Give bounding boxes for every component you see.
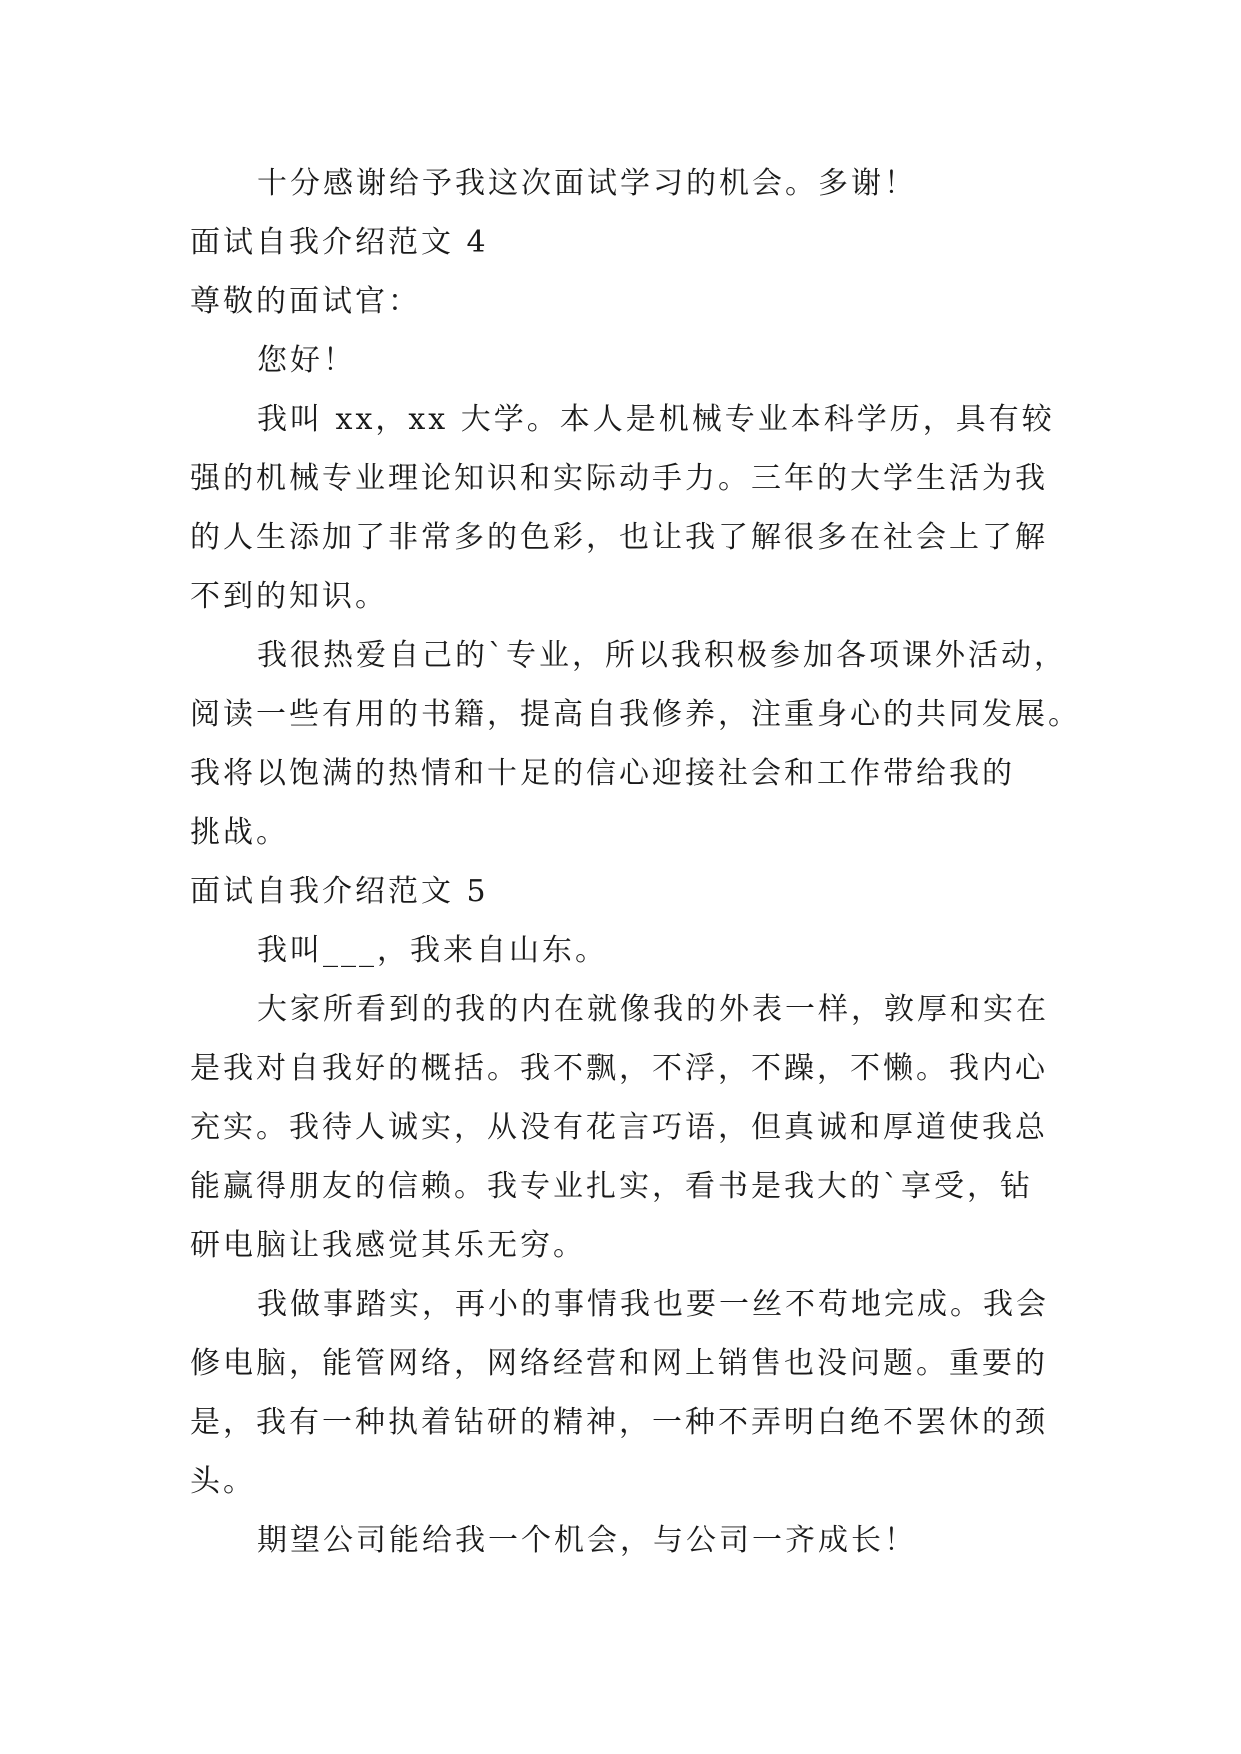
- paragraph-line: 研电脑让我感觉其乐无穷。: [190, 1228, 586, 1263]
- paragraph-line: 大家所看到的我的内在就像我的外表一样，敦厚和实在: [257, 992, 1049, 1027]
- paragraph-line: 是我对自我好的概括。我不飘，不浮，不躁，不懒。我内心: [190, 1051, 1048, 1086]
- paragraph-line: 头。: [190, 1464, 256, 1499]
- paragraph-line: 充实。我待人诚实，从没有花言巧语，但真诚和厚道使我总: [190, 1110, 1048, 1145]
- paragraph-line: 我很热爱自己的`专业，所以我积极参加各项课外活动，: [257, 638, 1067, 673]
- paragraph-line: 能赢得朋友的信赖。我专业扎实，看书是我大的`享受，钻: [190, 1169, 1033, 1204]
- paragraph-line: 我叫___，我来自山东。: [257, 933, 608, 968]
- paragraph-line: 十分感谢给予我这次面试学习的机会。多谢！: [257, 166, 917, 201]
- document-body: [190, 154, 1081, 1570]
- paragraph-line: 我叫 xx，xx 大学。本人是机械专业本科学历，具有较: [257, 402, 1055, 437]
- salutation: 尊敬的面试官：: [190, 284, 421, 319]
- paragraph-line: 不到的知识。: [190, 579, 388, 614]
- section-heading: 面试自我介绍范文 4: [190, 225, 489, 260]
- paragraph-line: 强的机械专业理论知识和实际动手力。三年的大学生活为我: [190, 461, 1048, 496]
- section-heading: 面试自我介绍范文 5: [190, 874, 489, 909]
- paragraph-line: 阅读一些有用的书籍，提高自我修养，注重身心的共同发展。: [190, 697, 1081, 732]
- paragraph-line: 挑战。: [190, 815, 289, 850]
- paragraph-line: 期望公司能给我一个机会，与公司一齐成长！: [257, 1523, 917, 1558]
- greeting: 您好！: [257, 343, 356, 378]
- paragraph-line: 是，我有一种执着钻研的精神，一种不弄明白绝不罢休的颈: [190, 1405, 1048, 1440]
- paragraph-line: 的人生添加了非常多的色彩，也让我了解很多在社会上了解: [190, 520, 1048, 555]
- paragraph-line: 我做事踏实，再小的事情我也要一丝不苟地完成。我会: [257, 1287, 1049, 1322]
- paragraph-line: 我将以饱满的热情和十足的信心迎接社会和工作带给我的: [190, 756, 1015, 791]
- paragraph-line: 修电脑，能管网络，网络经营和网上销售也没问题。重要的: [190, 1346, 1048, 1381]
